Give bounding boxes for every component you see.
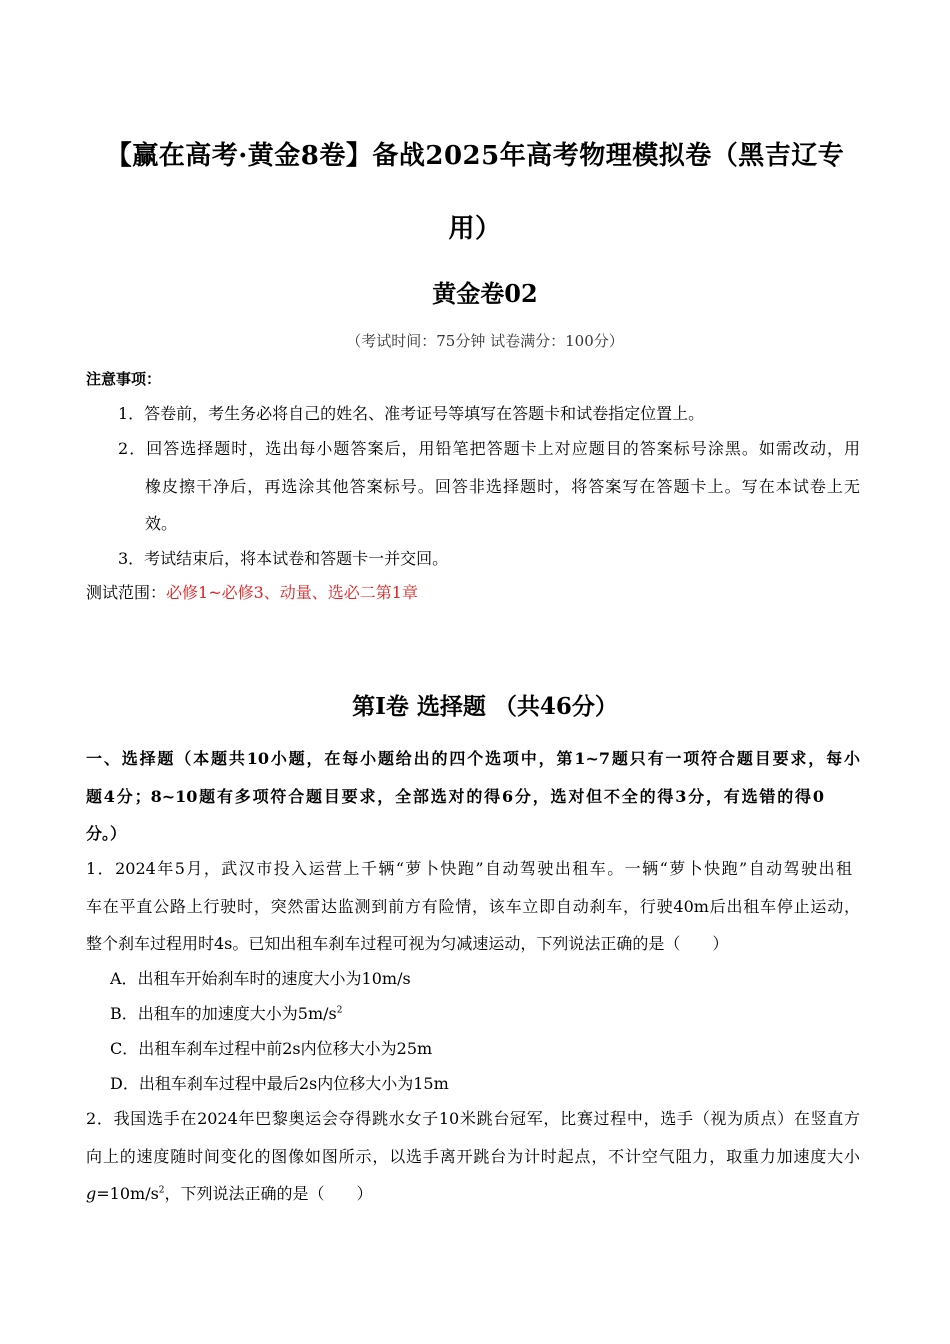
q2-stem-line3-rest: ，下列说法正确的是（ ） <box>164 1184 373 1203</box>
test-scope-label: 测试范围： <box>86 583 167 602</box>
section-intro-line1: 一、选择题（本题共10小题，在每小题给出的四个选项中，第1~7题只有一项符合题目要求，每小 <box>86 749 860 768</box>
notice-item-3: 3．考试结束后，将本试卷和答题卡一并交回。 <box>118 549 449 568</box>
exam-title-line2: 用） <box>448 214 502 244</box>
q2-gravity-value: =10m/s <box>96 1184 159 1203</box>
q2-gravity-superscript: 2 <box>158 1185 165 1196</box>
section-intro-line2: 题4分；8~10题有多项符合题目要求，全部选对的得6分，选对但不全的得3分，有选错的得0 <box>86 787 824 806</box>
q2-stem-line3 <box>86 1181 373 1204</box>
q1-option-d: D．出租车刹车过程中最后2s内位移大小为15m <box>110 1074 449 1093</box>
exam-info: （考试时间：75分钟 试卷满分：100分） <box>346 332 624 350</box>
q1-option-a: A．出租车开始刹车时的速度大小为10m/s <box>110 969 411 988</box>
test-scope-value: 必修1~必修3、动量、选必二第1章 <box>166 583 418 602</box>
paper-subtitle: 黄金卷02 <box>432 279 538 308</box>
test-scope <box>86 580 418 603</box>
section-title: 第Ⅰ卷 选择题 （共46分） <box>352 693 618 720</box>
q1-stem-line1: 1．2024年5月，武汉市投入运营上千辆“萝卜快跑”自动驾驶出租车。一辆“萝卜快跑”自动驾驶出租 <box>86 859 852 878</box>
q1-stem-line2: 车在平直公路上行驶时，突然雷达监测到前方有险情，该车立即自动刹车，行驶40m后出租车停止运动， <box>86 897 860 916</box>
q2-stem-line2: 向上的速度随时间变化的图像如图所示，以选手离开跳台为计时起点，不计空气阻力，取重力加速度大小 <box>86 1147 860 1166</box>
notice-item-2-line2: 橡皮擦干净后，再选涂其他答案标号。回答非选择题时，将答案写在答题卡上。写在本试卷上无 <box>145 477 860 496</box>
q1-option-b-superscript: 2 <box>336 1005 343 1016</box>
section-intro-line3: 分。） <box>86 824 127 843</box>
notice-item-2-line1: 2．回答选择题时，选出每小题答案后，用铅笔把答题卡上对应题目的答案标号涂黑。如需改动，用 <box>118 439 860 458</box>
q1-option-b-text: B．出租车的加速度大小为5m/s <box>110 1004 337 1023</box>
notice-heading: 注意事项： <box>86 370 162 388</box>
q1-option-c: C．出租车刹车过程中前2s内位移大小为25m <box>110 1039 433 1058</box>
notice-item-1: 1．答卷前，考生务必将自己的姓名、准考证号等填写在答题卡和试卷指定位置上。 <box>118 404 705 423</box>
notice-item-2-line3: 效。 <box>145 514 178 533</box>
q2-variable-g: g <box>86 1184 97 1203</box>
q1-stem-line3: 整个刹车过程用时4s。已知出租车刹车过程可视为匀减速运动，下列说法正确的是（ ） <box>86 934 729 953</box>
q2-stem-line1: 2．我国选手在2024年巴黎奥运会夺得跳水女子10米跳台冠军，比赛过程中，选手（视为质点）在竖直方 <box>86 1109 860 1128</box>
exam-title-line1: 【赢在高考·黄金8卷】备战2025年高考物理模拟卷（黑吉辽专 <box>105 141 845 171</box>
q1-option-b <box>110 1001 342 1024</box>
